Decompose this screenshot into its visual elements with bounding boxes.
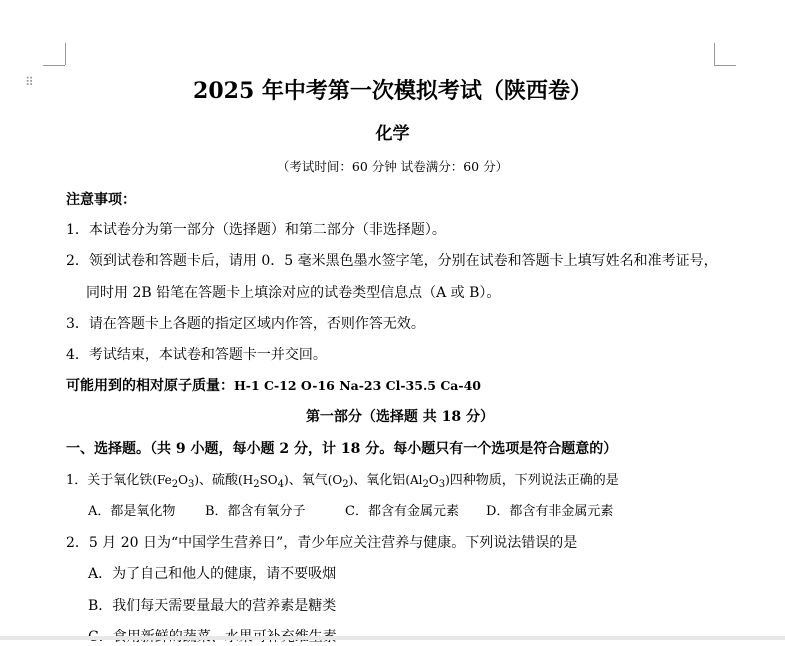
page-bottom-edge <box>0 636 785 640</box>
formula-al2o3: $(Al_2O_3)$ <box>405 473 450 490</box>
notice-item: 同时用 2B 铅笔在答题卡上填涂对应的试卷类型信息点（A 或 B）。 <box>86 285 501 301</box>
notice-item: 2．领到试卷和答题卡后，请用 0．5 毫米黑色墨水签字笔，分别在试卷和答题卡上填写姓名和准考证号， <box>66 253 718 269</box>
q2-option-a[interactable]: A．为了自己和他人的健康，请不要吸烟 <box>88 566 337 582</box>
drag-handle-icon[interactable]: ⠿ <box>25 75 35 89</box>
q1-text: 、硫酸 <box>199 473 239 488</box>
atomic-masses-label: 可能用到的相对原子质量： <box>66 378 234 394</box>
atomic-masses-values: H-1 C-12 O-16 Na-23 Cl-35.5 Ca-40 <box>234 378 481 393</box>
formula-o2: $(O_2)$ <box>327 473 354 490</box>
q1-option-b[interactable]: B．都含有氧分子 <box>205 504 306 519</box>
exam-title: 2025 年中考第一次模拟考试（陕西卷） <box>193 78 592 104</box>
q1-text: 、氧气 <box>288 473 328 488</box>
exam-meta: （考试时间：60 分钟 试卷满分：60 分） <box>276 159 509 174</box>
formula-h2so4: $(H_2SO_4)$ <box>238 473 289 490</box>
part1-instruction: 一、选择题。（共 9 小题，每小题 2 分，计 18 分。每小题只有一个选项是符合题意的） <box>66 441 618 457</box>
q1-option-a[interactable]: A．都是氧化物 <box>88 504 176 519</box>
q1-option-c[interactable]: C．都含有金属元素 <box>345 504 459 519</box>
notice-item: 4．考试结束，本试卷和答题卡一并交回。 <box>66 347 327 363</box>
notice-item: 1．本试卷分为第一部分（选择题）和第二部分（非选择题）。 <box>66 222 446 238</box>
notice-item: 3．请在答题卡上各题的指定区域内作答，否则作答无效。 <box>66 316 425 332</box>
question-1-stem <box>66 469 619 490</box>
q2-option-b[interactable]: B．我们每天需要量最大的营养素是糖类 <box>88 598 337 614</box>
atomic-masses <box>66 375 481 395</box>
q1-text: 1．关于氧化铁 <box>66 473 153 488</box>
margin-mark-top-right <box>714 43 715 65</box>
exam-subject: 化学 <box>375 124 410 144</box>
question-2-stem: 2．5 月 20 日为“中国学生营养日”，青少年应关注营养与健康。下列说法错误的是 <box>66 535 578 551</box>
formula-fe2o3: $(Fe_2O_3)$ <box>152 473 200 490</box>
q1-text: 、氧化铝 <box>353 473 406 488</box>
margin-mark-top-right <box>714 65 736 66</box>
q1-option-d[interactable]: D．都含有非金属元素 <box>486 504 614 519</box>
margin-mark-top-left <box>43 65 65 66</box>
q1-text: 四种物质，下列说法正确的是 <box>449 473 619 488</box>
notice-heading: 注意事项： <box>66 192 136 208</box>
margin-mark-top-left <box>65 43 66 65</box>
part1-heading: 第一部分（选择题 共 18 分） <box>305 409 495 425</box>
